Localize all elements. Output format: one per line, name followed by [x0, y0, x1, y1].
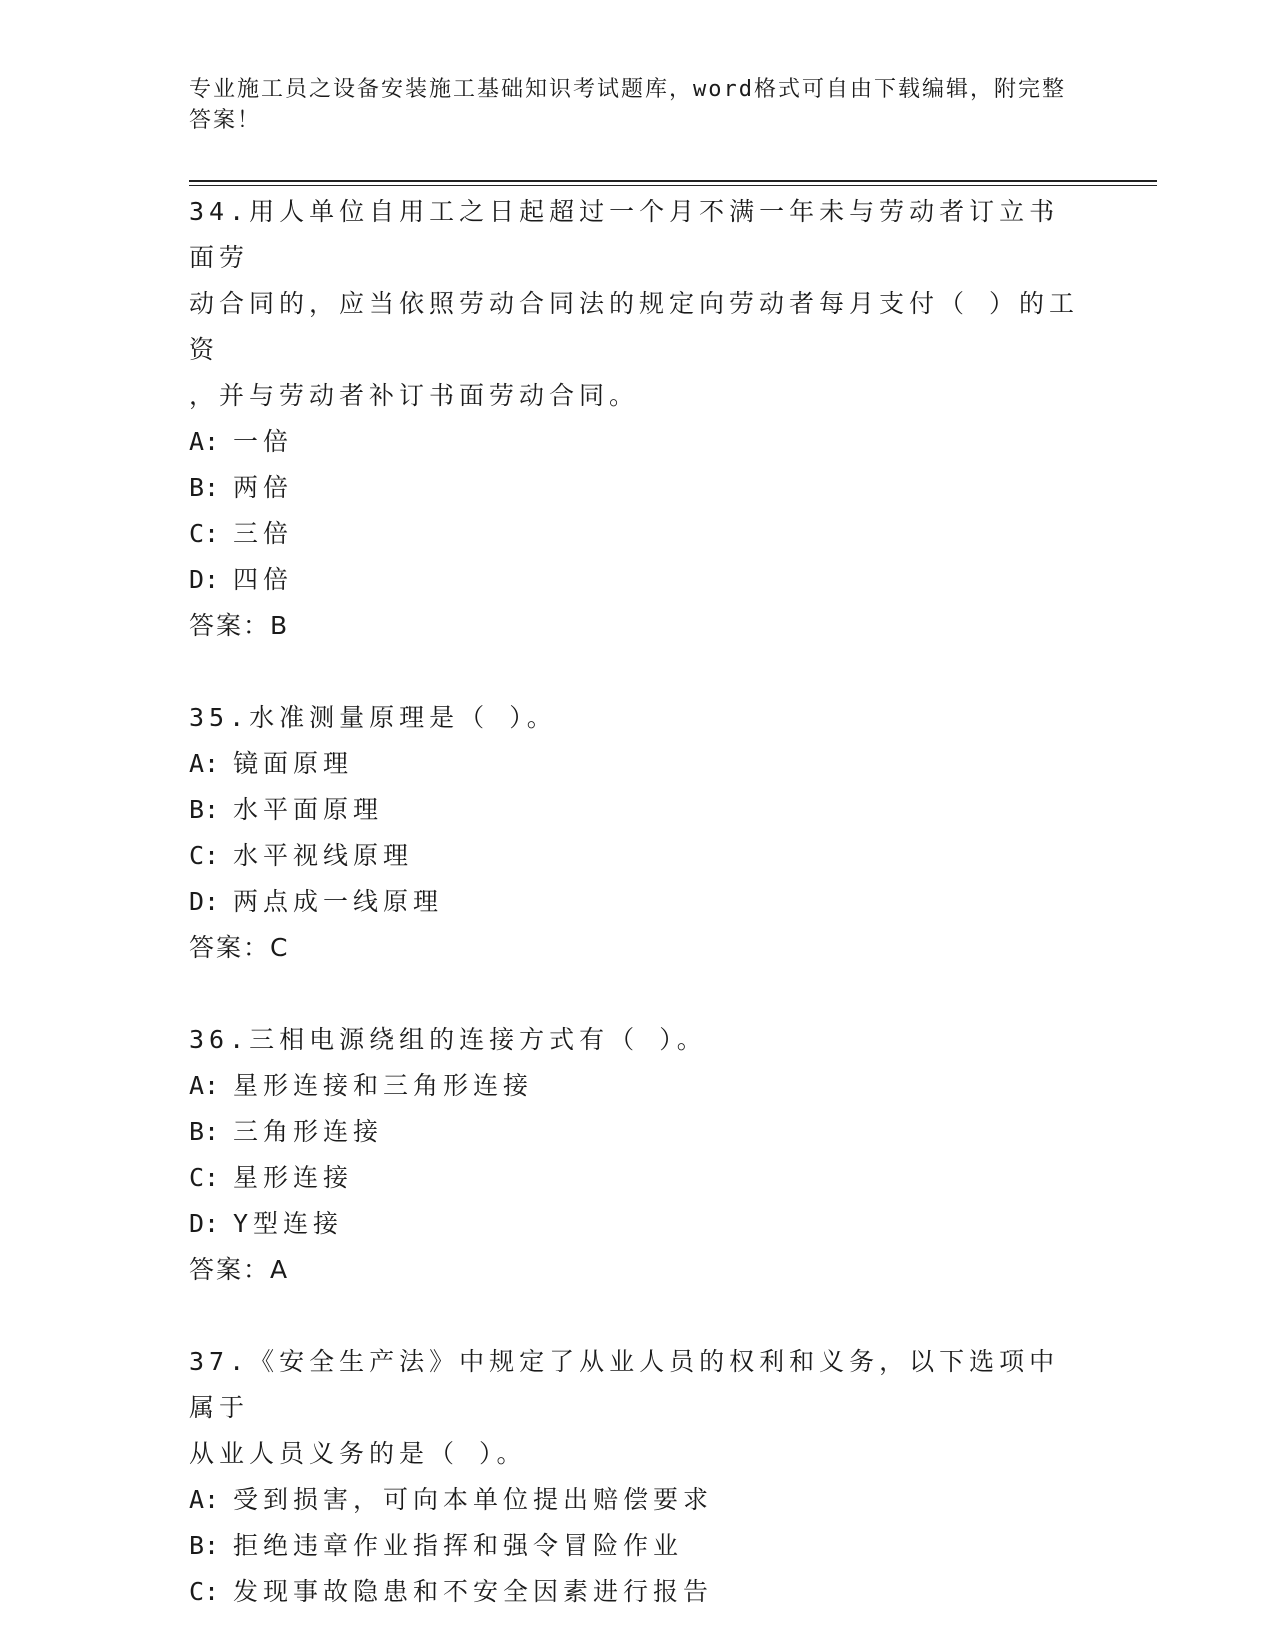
option-text: 四倍 — [233, 565, 294, 594]
option-text: 星形连接 — [233, 1163, 354, 1192]
answer-line: 答案：B — [189, 611, 290, 640]
header-divider-thin — [189, 185, 1157, 186]
option-label: A: — [189, 1071, 220, 1100]
option-a — [189, 1477, 1089, 1523]
option-a — [189, 741, 1089, 787]
option-label: C: — [189, 519, 220, 548]
option-b — [189, 1109, 1089, 1155]
option-text: 星形连接和三角形连接 — [233, 1071, 534, 1100]
option-text: 两倍 — [233, 473, 294, 502]
document-header — [189, 74, 1089, 136]
option-d — [189, 557, 1089, 603]
option-text: 一倍 — [233, 427, 294, 456]
option-label: A: — [189, 1485, 220, 1514]
answer-line: 答案：A — [189, 1255, 290, 1284]
option-label: D: — [189, 565, 220, 594]
question-text-line: 34.用人单位自用工之日起超过一个月不满一年未与劳动者订立书面劳 — [189, 197, 1060, 272]
option-text: 三倍 — [233, 519, 294, 548]
option-label: C: — [189, 1577, 220, 1606]
question-text-line: 从业人员义务的是（ ）。 — [189, 1439, 527, 1468]
option-label: A: — [189, 749, 220, 778]
option-text: 三角形连接 — [233, 1117, 384, 1146]
question-text-line: 37.《安全生产法》中规定了从业人员的权利和义务，以下选项中属于 — [189, 1347, 1060, 1422]
question-list — [189, 189, 1089, 1615]
option-text: 发现事故隐患和不安全因素进行报告 — [233, 1577, 714, 1606]
option-text: 水平视线原理 — [233, 841, 414, 870]
option-b — [189, 787, 1089, 833]
option-label: B: — [189, 1117, 220, 1146]
option-text: Y型连接 — [233, 1209, 344, 1238]
question-spacer — [189, 649, 1089, 695]
question-text-line: 动合同的，应当依照劳动合同法的规定向劳动者每月支付（ ）的工资 — [189, 289, 1080, 364]
question-35 — [189, 695, 1089, 971]
question-36 — [189, 1017, 1089, 1293]
header-divider-thick — [189, 180, 1157, 182]
question-text-line: ，并与劳动者补订书面劳动合同。 — [189, 381, 640, 410]
option-d — [189, 1201, 1089, 1247]
option-label: C: — [189, 841, 220, 870]
option-label: C: — [189, 1163, 220, 1192]
option-label: D: — [189, 887, 220, 916]
question-spacer — [189, 1293, 1089, 1339]
option-text: 两点成一线原理 — [233, 887, 444, 916]
option-b — [189, 1523, 1089, 1569]
option-c — [189, 1569, 1089, 1615]
answer-line: 答案：C — [189, 933, 290, 962]
option-label: B: — [189, 795, 220, 824]
option-label: B: — [189, 1531, 220, 1560]
question-34 — [189, 189, 1089, 649]
option-c — [189, 1155, 1089, 1201]
option-label: B: — [189, 473, 220, 502]
option-b — [189, 465, 1089, 511]
option-c — [189, 833, 1089, 879]
question-text-line: 36.三相电源绕组的连接方式有（ ）。 — [189, 1025, 707, 1054]
option-label: A: — [189, 427, 220, 456]
question-37 — [189, 1339, 1089, 1615]
option-text: 拒绝违章作业指挥和强令冒险作业 — [233, 1531, 684, 1560]
question-text-line: 35.水准测量原理是（ ）。 — [189, 703, 557, 732]
option-label: D: — [189, 1209, 220, 1238]
option-c — [189, 511, 1089, 557]
option-text: 受到损害，可向本单位提出赔偿要求 — [233, 1485, 714, 1514]
option-text: 水平面原理 — [233, 795, 384, 824]
option-a — [189, 419, 1089, 465]
option-d — [189, 879, 1089, 925]
header-title: 专业施工员之设备安装施工基础知识考试题库，word格式可自由下载编辑，附完整答案！ — [189, 77, 1066, 133]
question-spacer — [189, 971, 1089, 1017]
option-text: 镜面原理 — [233, 749, 354, 778]
option-a — [189, 1063, 1089, 1109]
